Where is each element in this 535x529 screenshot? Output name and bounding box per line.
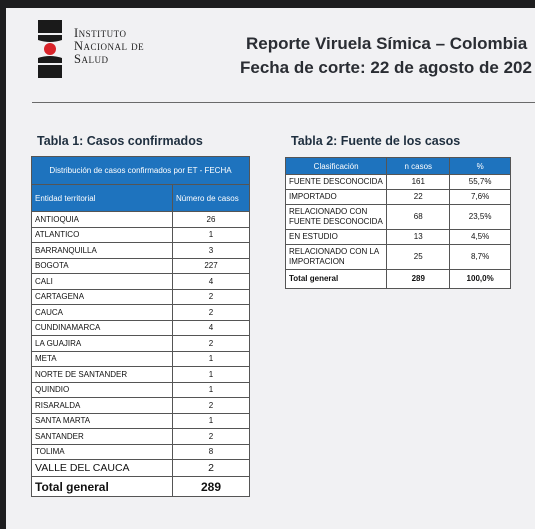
n-cases-cell: 22 [387,190,450,205]
report-title: Reporte Viruela Símica – Colombia [246,34,528,53]
entity-cell: RISARALDA [32,398,173,414]
cases-cell: 8 [173,444,250,460]
total-label: Total general [32,477,173,497]
entity-cell: CAUCA [32,305,173,321]
table-row [32,367,250,383]
cases-cell: 26 [173,212,250,228]
table-row [32,413,250,429]
entity-cell: VALLE DEL CAUCA [32,460,173,477]
table-row [32,429,250,445]
entity-cell: NORTE DE SANTANDER [32,367,173,383]
classification-cell: EN ESTUDIO [286,230,387,245]
table-row [32,212,250,228]
entity-cell: ATLANTICO [32,227,173,243]
table2-caption: Tabla 2: Fuente de los casos [291,134,461,148]
table1-header: Distribución de casos confirmados por ET - FECHA [32,157,250,185]
cutoff-date: Fecha de corte: 22 de agosto de 202 [240,58,532,77]
cases-cell: 4 [173,320,250,336]
entity-cell: QUINDIO [32,382,173,398]
table-row [286,205,511,230]
entity-cell: META [32,351,173,367]
entity-cell: BARRANQUILLA [32,243,173,259]
table-row [32,258,250,274]
cases-cell: 2 [173,460,250,477]
percent-cell: 4,5% [450,230,511,245]
total-value: 289 [173,477,250,497]
table1-total-row [32,477,250,497]
entity-cell: ANTIOQUIA [32,212,173,228]
institution-line-2: Nacional de [74,39,145,53]
table-row [286,190,511,205]
cases-cell: 2 [173,429,250,445]
total-n: 289 [387,270,450,289]
cases-cell: 2 [173,289,250,305]
table-row [32,243,250,259]
n-cases-cell: 68 [387,205,450,230]
confirmed-cases-table [31,156,250,497]
cases-cell: 3 [173,243,250,259]
n-cases-cell: 25 [387,245,450,270]
table-row [32,398,250,414]
entity-cell: LA GUAJIRA [32,336,173,352]
table-row [286,175,511,190]
cases-cell: 2 [173,336,250,352]
cases-cell: 1 [173,382,250,398]
total-pct: 100,0% [450,270,511,289]
institution-name [74,27,144,66]
institution-line-3: Salud [74,52,109,66]
table1-col-cases: Número de casos [173,185,250,212]
n-cases-cell: 13 [387,230,450,245]
classification-cell: IMPORTADO [286,190,387,205]
ins-logo-icon [38,20,62,78]
entity-cell: BOGOTA [32,258,173,274]
institution-line-1: Instituto [74,26,127,40]
percent-cell: 55,7% [450,175,511,190]
table-row [286,230,511,245]
table-row [32,289,250,305]
cases-cell: 4 [173,274,250,290]
table-row [286,245,511,270]
table-row [32,444,250,460]
table1-col-entity: Entidad territorial [32,185,173,212]
table2-total-row [286,270,511,289]
entity-cell: TOLIMA [32,444,173,460]
header-divider [32,102,535,103]
cases-cell: 1 [173,227,250,243]
table-row [32,320,250,336]
cases-cell: 1 [173,413,250,429]
classification-cell: RELACIONADO CON FUENTE DESCONOCIDA [286,205,387,230]
cases-cell: 227 [173,258,250,274]
classification-cell: RELACIONADO CON LA IMPORTACION [286,245,387,270]
table-row [32,227,250,243]
entity-cell: SANTANDER [32,429,173,445]
cases-cell: 1 [173,367,250,383]
table-row [32,382,250,398]
table-row [32,460,250,477]
table-row [32,336,250,352]
entity-cell: CARTAGENA [32,289,173,305]
total-label: Total general [286,270,387,289]
table2-col-n: n casos [387,158,450,175]
classification-cell: FUENTE DESCONOCIDA [286,175,387,190]
table2-col-class: Clasificación [286,158,387,175]
table-row [32,274,250,290]
percent-cell: 23,5% [450,205,511,230]
percent-cell: 7,6% [450,190,511,205]
cases-cell: 2 [173,305,250,321]
cases-cell: 2 [173,398,250,414]
table2-col-pct: % [450,158,511,175]
table-row [32,351,250,367]
table-row [32,305,250,321]
table1-caption: Tabla 1: Casos confirmados [37,134,203,148]
cases-cell: 1 [173,351,250,367]
percent-cell: 8,7% [450,245,511,270]
entity-cell: CUNDINAMARCA [32,320,173,336]
entity-cell: SANTA MARTA [32,413,173,429]
case-source-table [285,157,511,289]
entity-cell: CALI [32,274,173,290]
n-cases-cell: 161 [387,175,450,190]
